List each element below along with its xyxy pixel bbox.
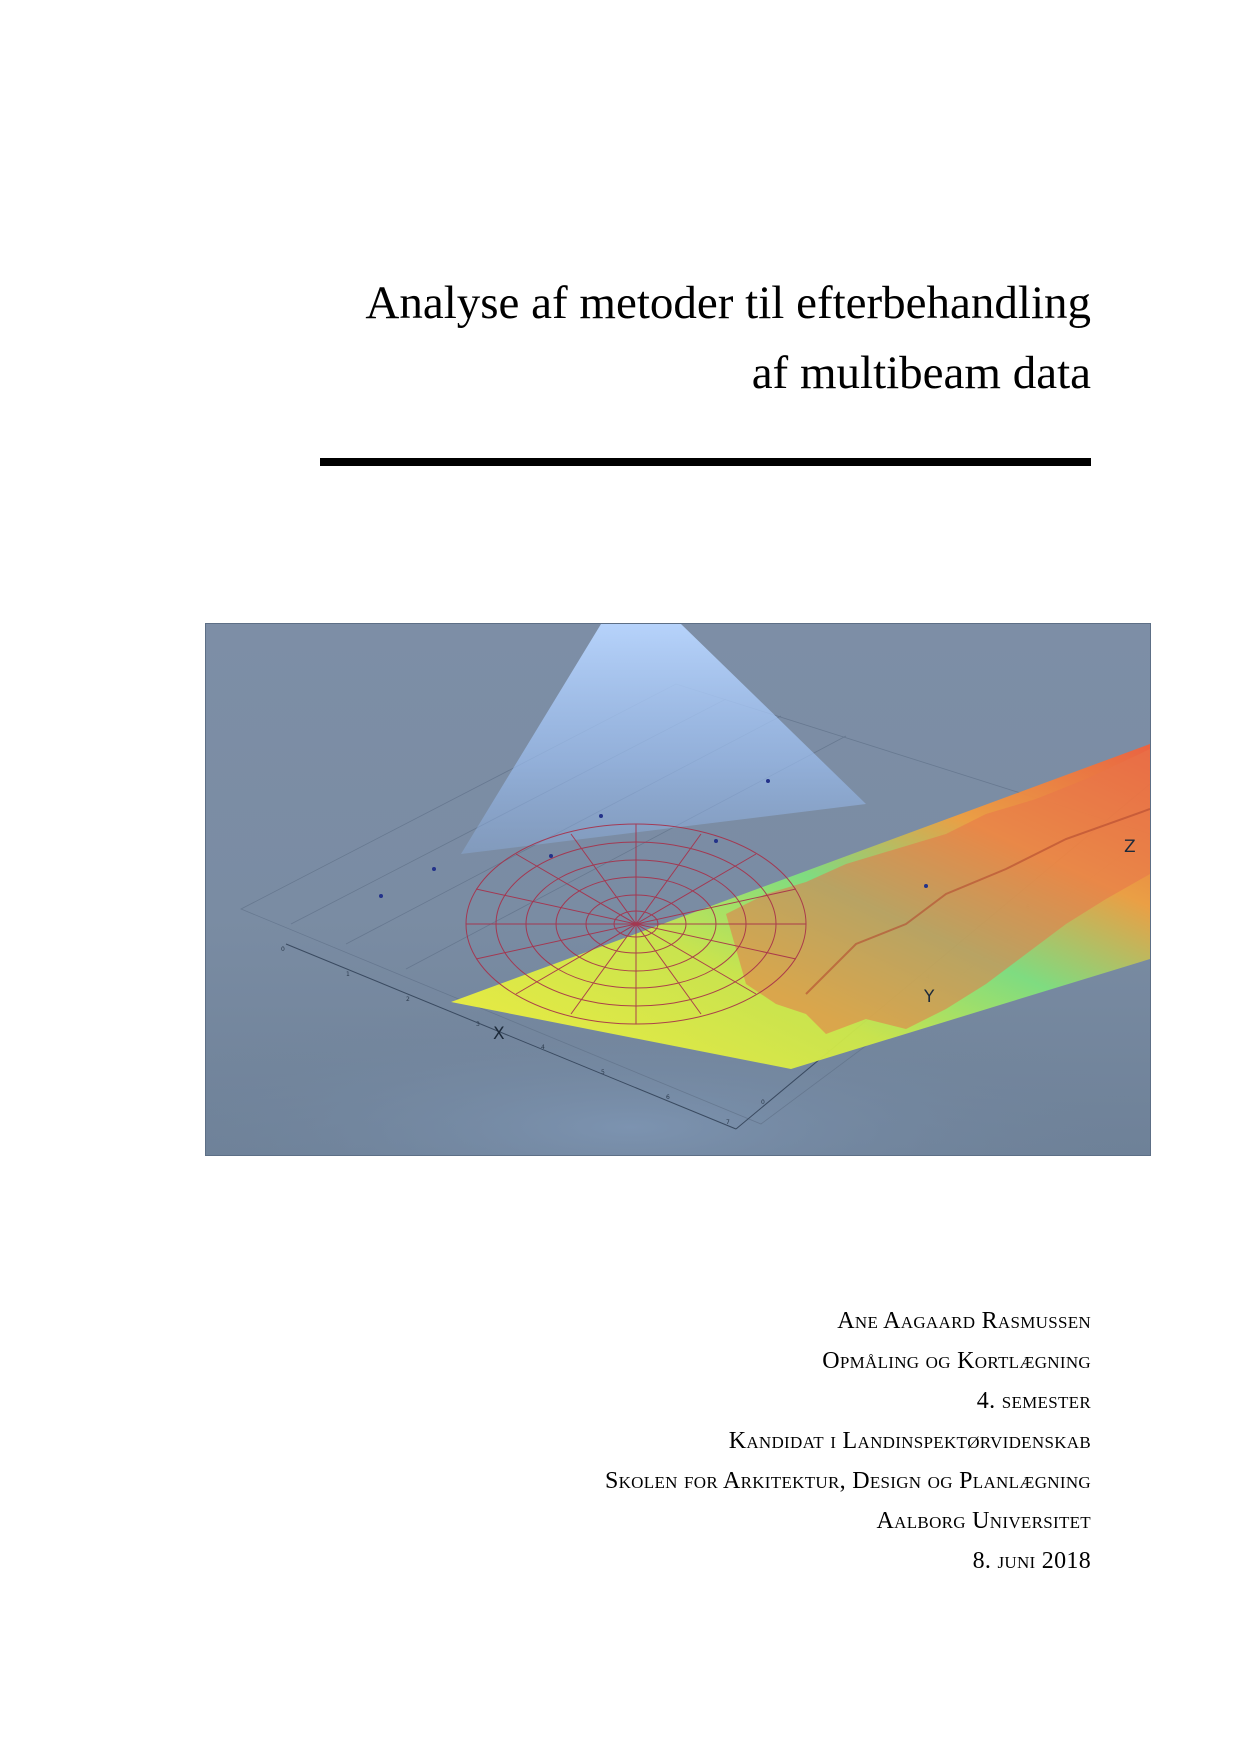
- svg-text:0: 0: [761, 1099, 765, 1106]
- program-name: Opmåling og Kortlægning: [822, 1348, 1091, 1374]
- submission-date: 8. juni 2018: [972, 1548, 1091, 1574]
- title-line-2: af multibeam data: [751, 347, 1091, 399]
- cover-image: [205, 623, 1151, 1156]
- university-name: Aalborg Universitet: [876, 1508, 1091, 1534]
- svg-text:3: 3: [476, 1021, 480, 1028]
- degree: Kandidat i Landinspektørvidenskab: [728, 1428, 1091, 1454]
- axis-z-label: Z: [1124, 837, 1136, 857]
- svg-text:7: 7: [726, 1119, 730, 1126]
- report-title: [191, 268, 1091, 408]
- axis-y-label: Y: [924, 987, 935, 1007]
- svg-text:5: 5: [601, 1069, 605, 1076]
- svg-text:2: 2: [406, 996, 410, 1003]
- svg-text:0: 0: [281, 946, 285, 953]
- svg-text:4: 4: [541, 1044, 545, 1051]
- title-line-1: Analyse af metoder til efterbehandling: [365, 277, 1091, 329]
- semester: 4. semester: [976, 1388, 1091, 1414]
- school-name: Skolen for Arkitektur, Design og Planlægning: [604, 1468, 1091, 1494]
- svg-text:1: 1: [346, 971, 350, 978]
- title-divider: [320, 458, 1091, 466]
- author-name: Ane Aagaard Rasmussen: [837, 1308, 1091, 1334]
- author-info: [191, 1301, 1091, 1581]
- svg-text:6: 6: [666, 1094, 670, 1101]
- axis-x-label: X: [493, 1024, 505, 1044]
- multibeam-illustration: [206, 624, 1150, 1155]
